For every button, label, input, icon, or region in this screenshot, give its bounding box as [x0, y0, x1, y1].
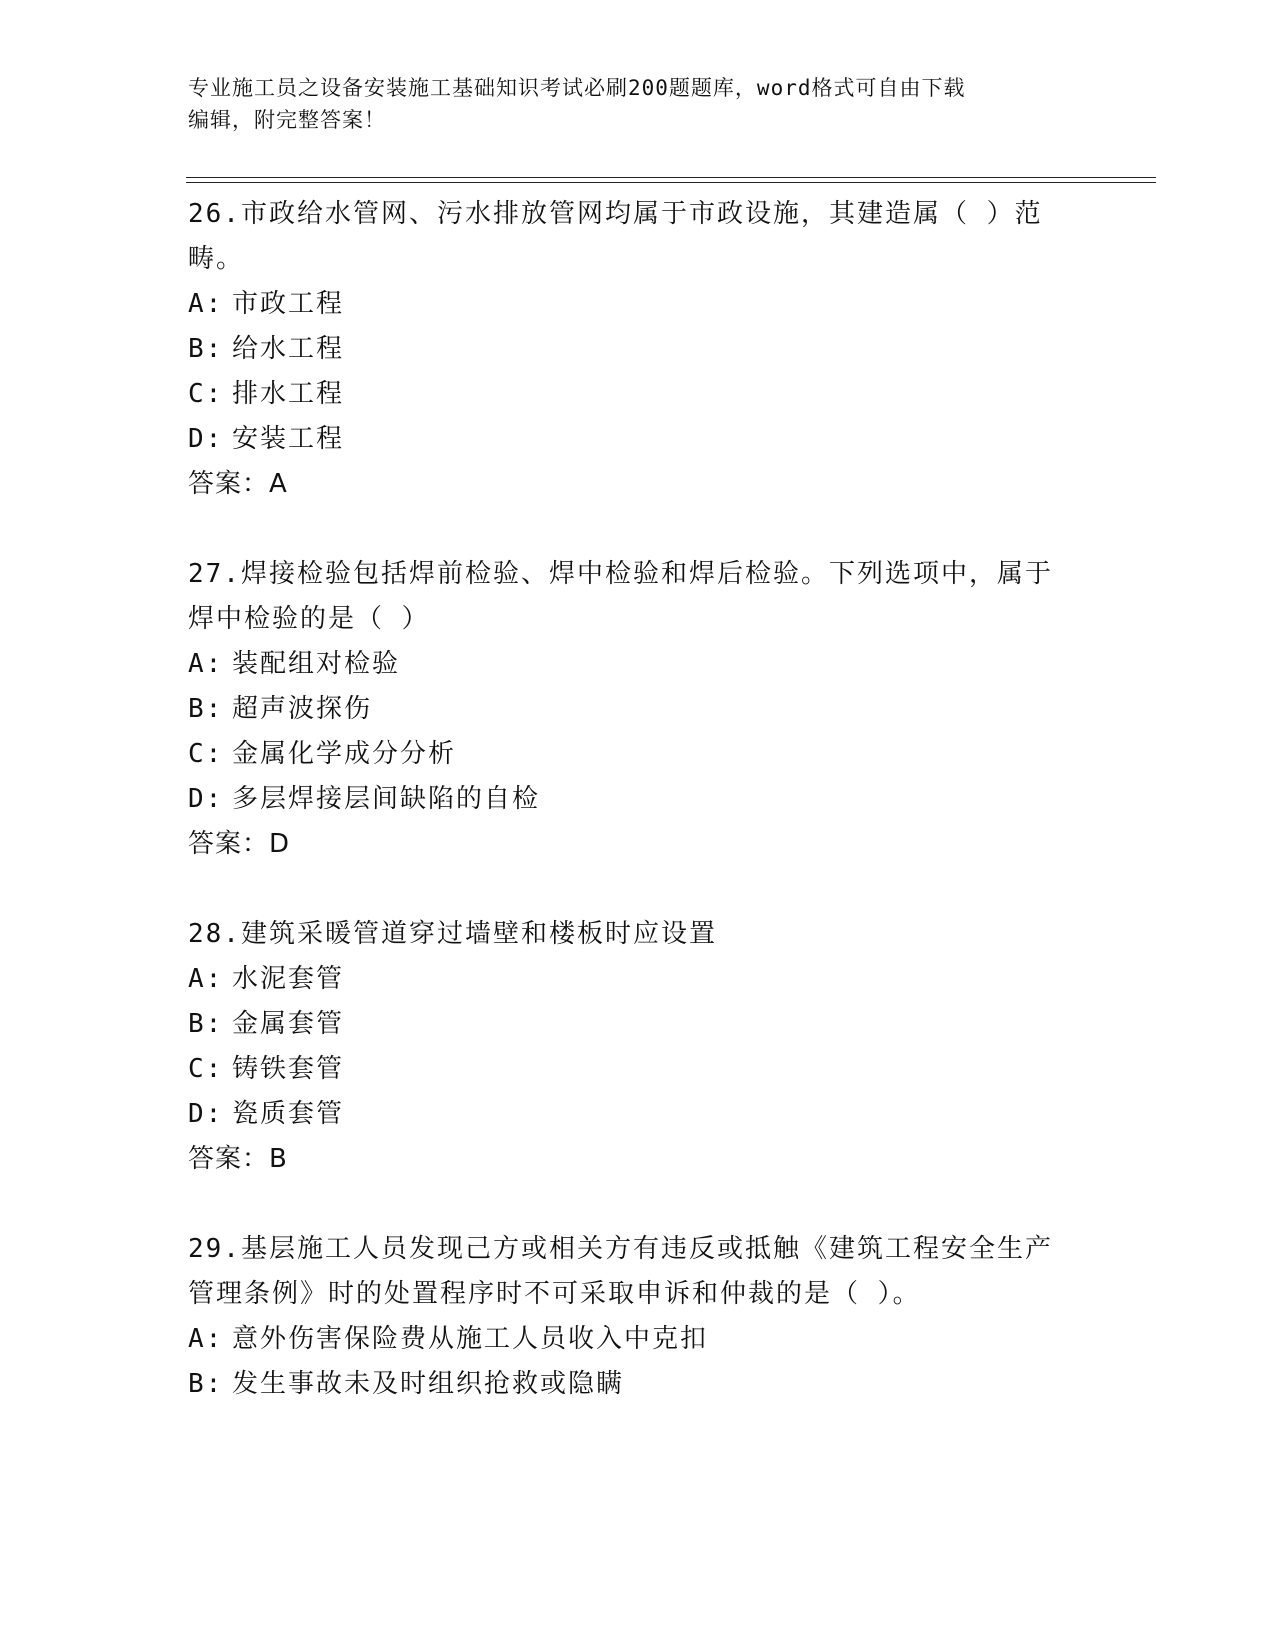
- option-text: 市政工程: [232, 289, 345, 319]
- option-letter: D:: [188, 1099, 224, 1129]
- option-a: [188, 642, 1088, 687]
- option-a: [188, 1317, 1088, 1362]
- option-letter: B:: [188, 694, 224, 724]
- option-letter: C:: [188, 379, 224, 409]
- document-header: [188, 72, 1068, 136]
- answer-label: 答案：A: [188, 469, 288, 499]
- option-letter: B:: [188, 334, 224, 364]
- option-letter: C:: [188, 739, 224, 769]
- question-28: [188, 912, 1088, 1182]
- answer-label: 答案：B: [188, 1144, 288, 1174]
- option-text: 多层焊接层间缺陷的自检: [232, 784, 541, 814]
- option-d: [188, 777, 1088, 822]
- option-text: 给水工程: [232, 334, 345, 364]
- option-text: 瓷质套管: [232, 1099, 345, 1129]
- option-letter: C:: [188, 1054, 224, 1084]
- option-c: [188, 732, 1088, 777]
- option-b: [188, 1002, 1088, 1047]
- option-text: 发生事故未及时组织抢救或隐瞒: [232, 1369, 625, 1399]
- option-letter: A:: [188, 1324, 224, 1354]
- question-stem: 29.基层施工人员发现己方或相关方有违反或抵触《建筑工程安全生产管理条例》时的处置程序时不可采取申诉和仲裁的是（ ）。: [188, 1234, 1053, 1309]
- header-divider-bottom: [186, 182, 1156, 183]
- question-list: [188, 192, 1088, 1407]
- option-c: [188, 1047, 1088, 1092]
- option-letter: A:: [188, 289, 224, 319]
- question-stem: 27.焊接检验包括焊前检验、焊中检验和焊后检验。下列选项中，属于焊中检验的是（ ）: [188, 559, 1053, 634]
- option-text: 铸铁套管: [232, 1054, 345, 1084]
- option-c: [188, 372, 1088, 417]
- option-text: 金属套管: [232, 1009, 345, 1039]
- option-b: [188, 327, 1088, 372]
- option-text: 超声波探伤: [232, 694, 373, 724]
- option-letter: D:: [188, 784, 224, 814]
- question-29: [188, 1227, 1088, 1407]
- header-title-line-1: 专业施工员之设备安装施工基础知识考试必刷200题题库，word格式可自由下载: [188, 76, 966, 100]
- option-letter: B:: [188, 1009, 224, 1039]
- question-26: [188, 192, 1088, 507]
- option-letter: A:: [188, 649, 224, 679]
- answer-label: 答案：D: [188, 829, 291, 859]
- option-b: [188, 687, 1088, 732]
- option-letter: B:: [188, 1369, 224, 1399]
- option-a: [188, 957, 1088, 1002]
- option-text: 金属化学成分分析: [232, 739, 457, 769]
- option-b: [188, 1362, 1088, 1407]
- option-d: [188, 1092, 1088, 1137]
- option-text: 安装工程: [232, 424, 345, 454]
- option-letter: D:: [188, 424, 224, 454]
- option-text: 水泥套管: [232, 964, 345, 994]
- option-d: [188, 417, 1088, 462]
- option-a: [188, 282, 1088, 327]
- question-27: [188, 552, 1088, 867]
- header-divider-top: [186, 177, 1156, 178]
- option-letter: A:: [188, 964, 224, 994]
- header-title-line-2: 编辑，附完整答案！: [188, 108, 386, 132]
- question-stem: 26.市政给水管网、污水排放管网均属于市政设施，其建造属（ ）范畴。: [188, 199, 1043, 274]
- option-text: 排水工程: [232, 379, 345, 409]
- option-text: 意外伤害保险费从施工人员收入中克扣: [232, 1324, 709, 1354]
- option-text: 装配组对检验: [232, 649, 401, 679]
- question-stem: 28.建筑采暖管道穿过墙壁和楼板时应设置: [188, 919, 717, 949]
